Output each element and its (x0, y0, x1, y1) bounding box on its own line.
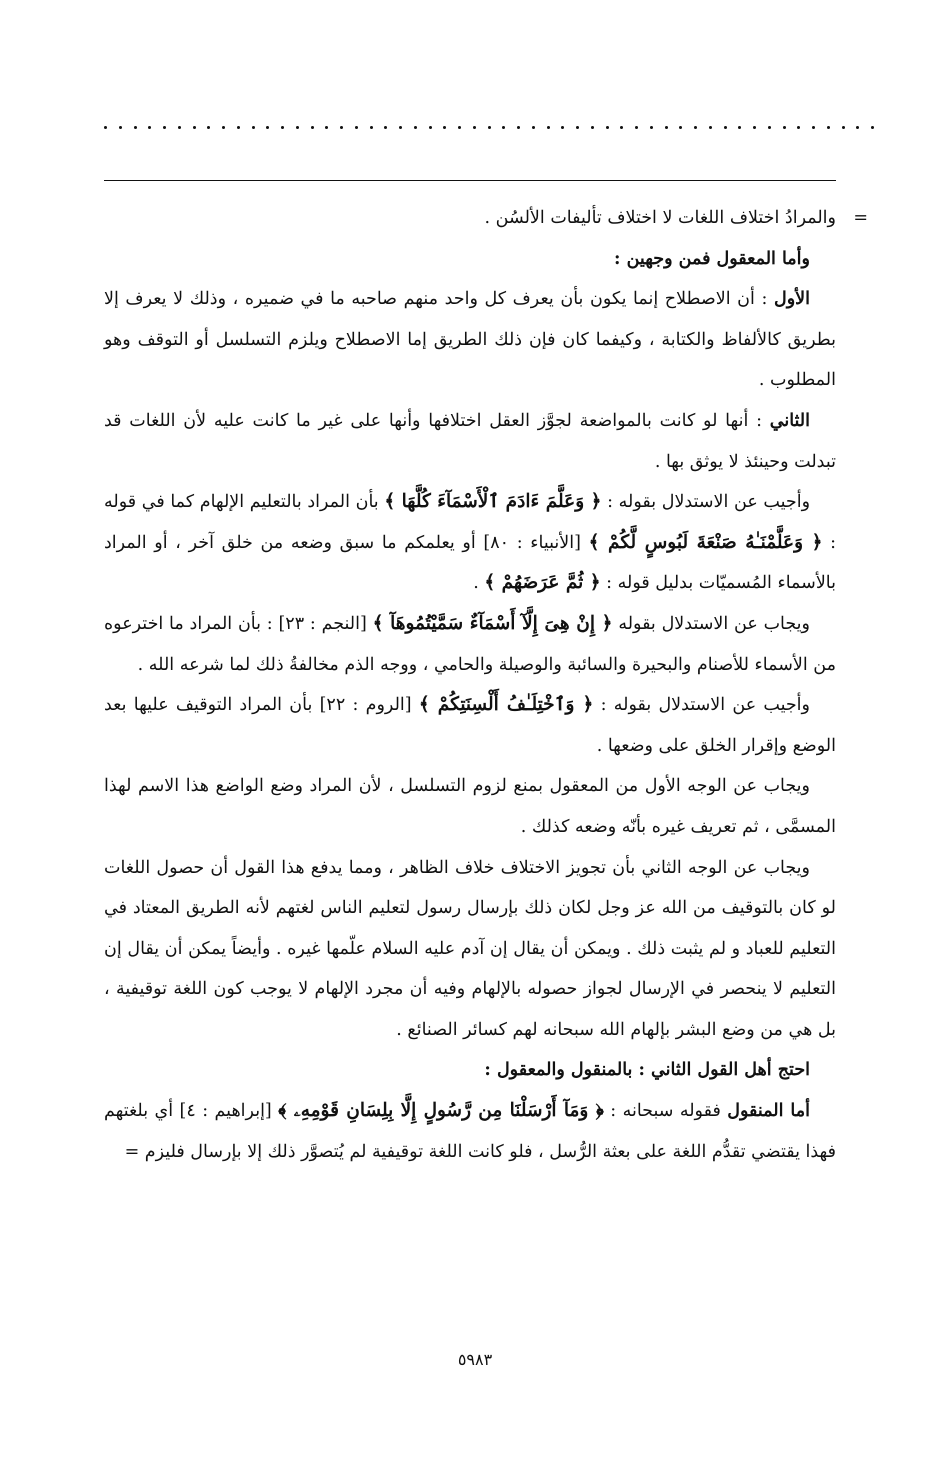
answer-3-text-a: وأجيب عن الاستدلال بقوله : (593, 695, 810, 716)
header-dot (237, 126, 240, 129)
header-dot (842, 126, 845, 129)
lead-transmitted: أما المنقول (727, 1101, 810, 1122)
header-dot (502, 126, 505, 129)
header-dot (812, 126, 815, 129)
header-dot (547, 126, 550, 129)
lead-second: الثاني (769, 410, 810, 431)
header-dot (768, 126, 771, 129)
quran-quote: ﴿ وَمَآ أَرْسَلْنَا مِن رَّسُولٍ إِلَّا بِلِسَانِ قَوْمِهِۦ ﴾ (278, 1100, 604, 1122)
header-dot (266, 126, 269, 129)
header-dot (517, 126, 520, 129)
header-dot (797, 126, 800, 129)
quran-quote: ﴿ وَعَلَّمَ ءَادَمَ ٱلْأَسْمَآءَ كُلَّهَا ﴾ (384, 491, 602, 513)
quran-quote: ﴿ إِنْ هِىَ إِلَّآ أَسْمَآءٌ سَمَّيْتُمُوهَآ ﴾ (372, 612, 613, 634)
quran-quote: ﴿ ثُمَّ عَرَضَهُمْ ﴾ (484, 572, 601, 594)
header-dot (458, 126, 461, 129)
header-dot (753, 126, 756, 129)
header-rule (104, 180, 836, 181)
header-dot (724, 126, 727, 129)
header-dot (340, 126, 343, 129)
header-dot (738, 126, 741, 129)
para-transmitted-evidence (104, 1091, 836, 1172)
header-dot (871, 126, 874, 129)
header-dot (665, 126, 668, 129)
header-dot (384, 126, 387, 129)
continuation-mark: = (853, 208, 868, 228)
quran-quote: ﴿ وَعَلَّمْنَـٰهُ صَنْعَةَ لَبُوسٍ لَّكُمْ ﴾ (588, 531, 823, 553)
quran-quote: ﴿ وَٱخْتِلَـٰفُ أَلْسِنَتِكُمْ ﴾ (418, 694, 594, 716)
section-heading-second-view: احتج أهل القول الثاني : بالمنقول والمعقول : (484, 1060, 810, 1081)
page-body (104, 198, 868, 1172)
header-dot (134, 126, 137, 129)
header-dot (606, 126, 609, 129)
header-dot (561, 126, 564, 129)
header-dot (473, 126, 476, 129)
answer-1-text-d: . (473, 573, 485, 594)
para-answer-2 (104, 604, 836, 685)
answer-1-text-c: [الأنبياء : ٨٠] أو يعلمكم ما سبق وضعه من خلق آخر ، أو المراد بالأسماء المُسميّات بدليل قوله : (104, 532, 836, 594)
lead-first: الأول (773, 289, 810, 310)
para-answer-4: ويجاب عن الوجه الأول من المعقول بمنع لزوم التسلسل ، لأن المراد وضع الواضع هذا الاسم لهذا المسمَّى ، ثم تعريف غيره بأنّه وضعه كذلك . (104, 776, 836, 837)
transmitted-text-b: [إبراهيم : ٤] أي بلغتهم فهذا يقتضي تقدُّم اللغة على بعثة الرُّسل ، فلو كانت اللغة توقيفية لم يُتصوَّر ذلك إلا بإرسال فليزم = (104, 1101, 836, 1162)
header-dot (591, 126, 594, 129)
para-answer-5: ويجاب عن الوجه الثاني بأن تجويز الاختلاف خلاف الظاهر ، ومما يدفع هذا القول أن حصول اللغات لو كان بالتوقيف من الله عز وجل لكان ذلك بإرسال رسول لتعليم الناس لغتهم لأنه الطريق المعتاد في التعليم للعباد و لم يثبت ذلك . ويمكن أن يقال إن آدم عليه السلام علّمها غيره . وأيضاً يمكن أن يقال إن التعليم لا ينحصر في الإرسال لجواز حصوله بالإلهام وفيه أن مجرد الإلهام لا يوجب كون اللغة توقيفية ، بل هي من وضع البشر بإلهام الله سبحانه لهم كسائر الصنائع . (104, 857, 836, 1040)
header-dot (827, 126, 830, 129)
header-dot (576, 126, 579, 129)
header-dot (532, 126, 535, 129)
header-dot (856, 126, 859, 129)
header-dot (620, 126, 623, 129)
para-answer-1 (104, 482, 836, 604)
header-dot (429, 126, 432, 129)
header-dot (296, 126, 299, 129)
header-dot (414, 126, 417, 129)
header-dot (193, 126, 196, 129)
answer-3-text-b: [الروم : ٢٢] بأن المراد التوقيف عليها بعد الوضع وإقرار الخلق على وضعها . (104, 695, 836, 756)
section-heading-reason: وأما المعقول فمن وجهين : (614, 248, 810, 269)
header-dot (488, 126, 491, 129)
para-1 (104, 198, 868, 239)
header-dot (325, 126, 328, 129)
header-dot (443, 126, 446, 129)
page-number: ٥٩٨٣ (457, 1350, 493, 1369)
header-dot (311, 126, 314, 129)
header-dot (281, 126, 284, 129)
header-dot (709, 126, 712, 129)
header-dot (178, 126, 181, 129)
answer-2-text-a: ويجاب عن الاستدلال بقوله (612, 613, 810, 634)
header-dot (635, 126, 638, 129)
header-dot (679, 126, 682, 129)
header-dot (694, 126, 697, 129)
header-dot (119, 126, 122, 129)
header-dot (222, 126, 225, 129)
header-dot (252, 126, 255, 129)
header-dot (650, 126, 653, 129)
header-dot (207, 126, 210, 129)
header-dot-rule (104, 122, 874, 132)
para-first-reason (104, 279, 836, 401)
para-answer-3 (104, 685, 836, 766)
header-dot (104, 126, 107, 129)
header-dot (355, 126, 358, 129)
header-dot (163, 126, 166, 129)
header-dot (783, 126, 786, 129)
header-dot (399, 126, 402, 129)
answer-1-text-b: بأن المراد بالتعليم الإلهام كما في قوله : (104, 492, 836, 553)
header-dot (370, 126, 373, 129)
transmitted-text-a: فقوله سبحانه : (603, 1101, 728, 1122)
para-second-reason (104, 401, 836, 482)
first-reason-text: : أن الاصطلاح إنما يكون بأن يعرف كل واحد منهم صاحبه ما في ضميره ، وذلك لا يعرف إلا بطريق كالألفاظ والكتابة ، وكيفما كان فإن ذلك الطريق إما الاصطلاح ويلزم التسلسل أو التوقف وهو المطلوب . (104, 289, 836, 391)
header-dot (148, 126, 151, 129)
answer-2-text-b: [النجم : ٢٣] : بأن المراد ما اخترعوه من الأسماء للأصنام والبحيرة والسائبة والوصيلة والحامي ، ووجه الذم مخالفةُ ذلك لما شرعه الله . (104, 613, 836, 675)
second-reason-text: : أنها لو كانت بالمواضعة لجوَّز العقل اختلافها وأنها على غير ما كانت عليه لأن اللغات قد تبدلت وحينئذ لا يوثق بها . (104, 410, 836, 472)
para-1-text: والمرادُ اختلاف اللغات لا اختلاف تأليفات الألسُن . (484, 208, 836, 228)
answer-1-text-a: وأجيب عن الاستدلال بقوله : (601, 492, 811, 513)
